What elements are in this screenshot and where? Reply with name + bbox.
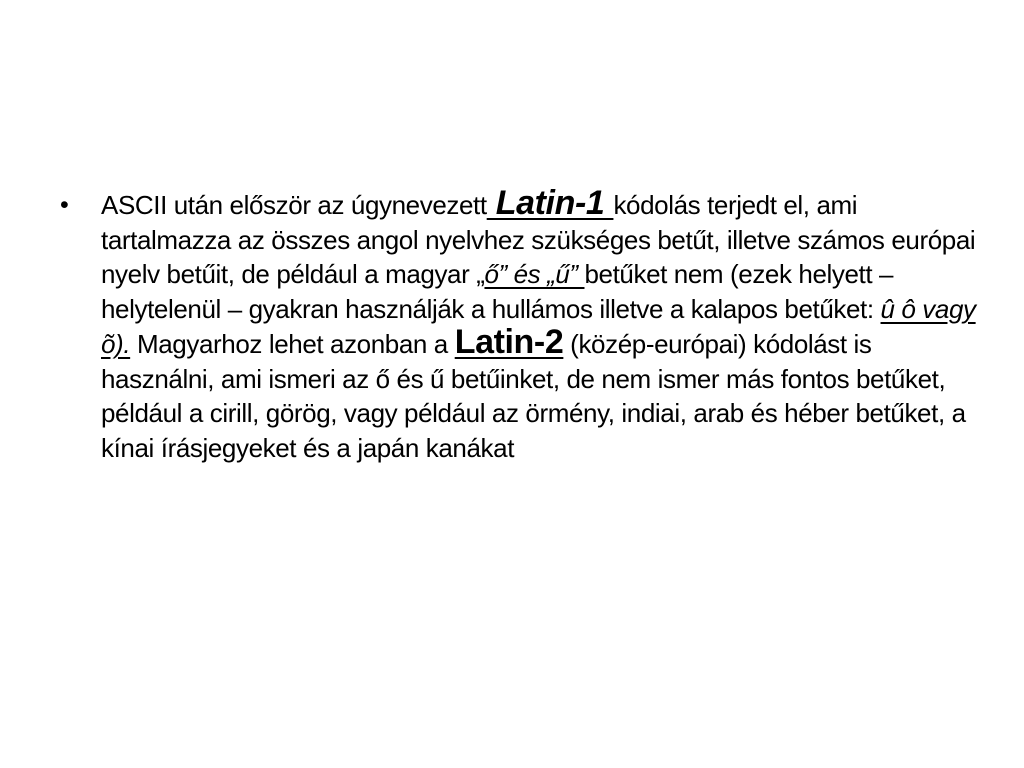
accented-letters-example: û ô vagy õ).	[101, 294, 976, 359]
bullet-paragraph	[101, 184, 976, 466]
hungarian-letters-example: ő” és „ű”	[484, 259, 585, 290]
text-body-3: Magyarhoz lehet azonban a	[130, 328, 455, 359]
text-body-2: betűket nem (ezek helyett – helytelenül – gyakran használják a hullámos illetve a kalapos betűket:	[101, 259, 894, 325]
latin-1-term: Latin-1	[486, 184, 614, 222]
text-body-1: kódolás terjedt el, ami tartalmazza az összes angol nyelvhez szükséges betűt, illetve számos európai nyelv betűit, de például a magyar „	[101, 190, 976, 290]
slide-content	[56, 184, 976, 466]
text-body-4: (közép-európai) kódolást is használni, ami ismeri az ő és ű betűinket, de nem ismer más fontos betűket, például a cirill, görög, vagy például az örmény, indiai, arab és héber betűket, a kínai írásjegyeket és a japán kanákat	[101, 328, 966, 463]
bullet-icon: •	[60, 191, 69, 219]
text-intro: ASCII után először az úgynevezett	[101, 190, 487, 220]
latin-2-term: Latin-2	[454, 322, 564, 361]
bullet-item	[56, 184, 976, 466]
